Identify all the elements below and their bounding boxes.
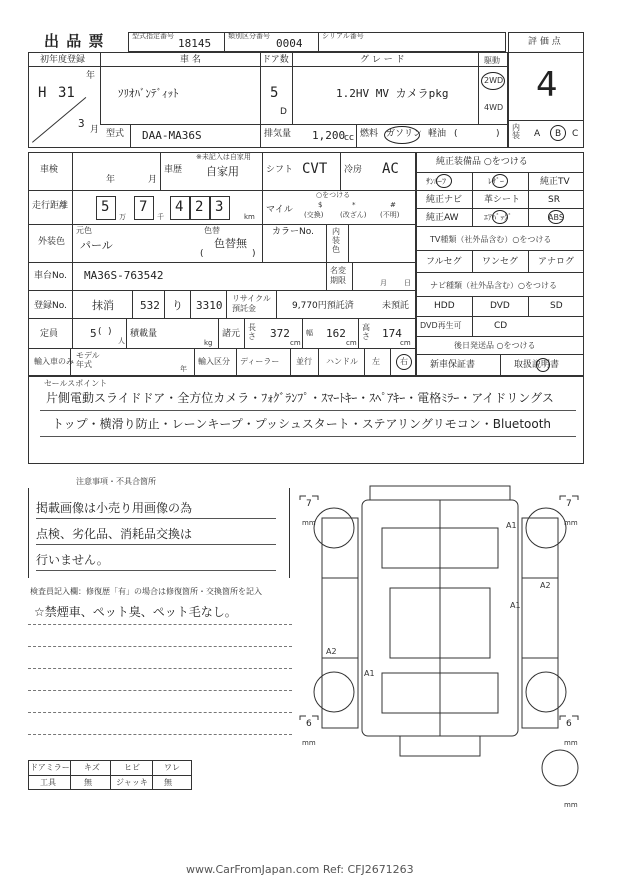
model-year-label: モデル年式 bbox=[76, 351, 100, 369]
mileage-unit-sen: 千 bbox=[157, 213, 164, 221]
length-label: 長さ bbox=[248, 323, 256, 341]
reg-year-unit: 年 bbox=[86, 71, 96, 81]
legend-scratch: キズ bbox=[84, 763, 100, 772]
tire-rr-label: 6 bbox=[566, 719, 572, 729]
tv-fullseg: フルセグ bbox=[426, 257, 462, 267]
grade-label: グ レ ー ド bbox=[360, 55, 405, 65]
damage-mark-2: A2 bbox=[540, 581, 551, 590]
capacity-value: 5 bbox=[90, 327, 97, 340]
fuel-value: ガソリン bbox=[386, 129, 423, 139]
orig-color-label: 元色 bbox=[76, 226, 92, 235]
legend-jack-value: 無 bbox=[164, 778, 172, 787]
drive-2wd: 2WD bbox=[484, 76, 504, 85]
cd-label: CD bbox=[494, 321, 508, 331]
displacement-unit: cc bbox=[344, 133, 354, 143]
door-label: ドア数 bbox=[262, 55, 289, 65]
displacement-label: 排気量 bbox=[264, 129, 292, 139]
handle-label: ハンドル bbox=[326, 357, 358, 366]
nav-hdd: HDD bbox=[434, 301, 455, 311]
tire-fl-unit: mm bbox=[302, 519, 316, 527]
recycle-value: 9,770円預託済 bbox=[292, 301, 354, 311]
name-change-day: 日 bbox=[404, 279, 411, 287]
reg-month-unit: 月 bbox=[90, 125, 100, 135]
damage-mark-3: A1 bbox=[510, 601, 521, 610]
grade-value: 1.2HV MV カメラpkg bbox=[336, 87, 449, 100]
mileage-digit1: 5 bbox=[101, 199, 110, 215]
drive-4wd: 4WD bbox=[484, 103, 504, 112]
damage-mark-4: A2 bbox=[326, 647, 337, 656]
reg-no-label: 登録No. bbox=[34, 301, 67, 311]
ac-label: 冷房 bbox=[344, 165, 363, 175]
model-type-label: 型式 bbox=[106, 129, 125, 139]
usage-label: 車歴 bbox=[164, 165, 183, 175]
car-name-label: 車 名 bbox=[180, 55, 201, 65]
not-deposit-label: 未預託 bbox=[382, 301, 410, 311]
equip-leather-seat: 革シート bbox=[484, 195, 521, 205]
interior-label: 内装 bbox=[512, 123, 520, 140]
color-no-label: カラーNo. bbox=[272, 227, 314, 237]
unknown-symbol: # bbox=[390, 201, 396, 209]
import-label: 輸入車のみ bbox=[34, 357, 74, 366]
equip-sr: SR bbox=[548, 195, 560, 205]
exterior-color-label: 外装色 bbox=[38, 237, 66, 247]
legend-break: ワレ bbox=[164, 763, 180, 772]
chassis-value: MA36S-763542 bbox=[84, 269, 164, 282]
sales-points-label: セールスポイント bbox=[44, 379, 108, 388]
mileage-label: 走行距離 bbox=[32, 201, 69, 211]
first-reg-label: 初年度登録 bbox=[40, 55, 86, 65]
class-label: 類別区分番号 bbox=[228, 32, 270, 40]
height-label: 高さ bbox=[362, 323, 370, 341]
width-label: 幅 bbox=[306, 329, 313, 337]
mileage-unit: km bbox=[244, 213, 255, 221]
model-year-unit: 年 bbox=[180, 365, 187, 373]
door-suffix: D bbox=[280, 107, 287, 117]
capacity-label: 定員 bbox=[40, 329, 59, 339]
notes-line-3: 行いません。 bbox=[36, 553, 109, 567]
model-cert-value: 18145 bbox=[178, 37, 212, 50]
ac-value: AC bbox=[382, 161, 399, 177]
unknown-label: (不明) bbox=[380, 211, 400, 219]
inspector-label: 検査員記入欄：修復歴「有」の場合は修復箇所・交換箇所を記入 bbox=[30, 587, 262, 596]
tire-rr-unit: mm bbox=[564, 739, 578, 747]
load-unit: kg bbox=[204, 339, 213, 347]
width-unit: cm bbox=[346, 339, 357, 347]
inspection-month: 月 bbox=[148, 175, 158, 185]
notes-line-1: 掲載画像は小売り用画像の為 bbox=[36, 501, 193, 515]
reg-status: 抹消 bbox=[92, 299, 114, 312]
height-value: 174 bbox=[382, 327, 402, 340]
parallel-label: 並行 bbox=[296, 357, 312, 366]
dimensions-label: 諸元 bbox=[222, 329, 241, 339]
nav-type-label: ナビ種類（社外品含む）○をつける bbox=[430, 281, 557, 290]
model-cert-label: 型式指定番号 bbox=[132, 32, 174, 40]
reg-era: H bbox=[38, 85, 47, 101]
shift-label: シフト bbox=[266, 165, 294, 175]
exchange-label: (交換) bbox=[304, 211, 324, 219]
door-value: 5 bbox=[270, 85, 279, 101]
load-label: 積載量 bbox=[130, 329, 158, 339]
sales-line-2: トップ・横滑り防止・レーンキープ・プッシュスタート・ステアリングリモコン・Bluetooth bbox=[52, 417, 552, 431]
sales-line-1: 片側電動スライドドア・全方位カメラ・ﾌｫｸﾞﾗﾝﾌﾟ・ｽﾏｰﾄｷｰ・ｽﾍﾟｱｷｰ・電格ﾐﾗｰ・アイドリングス bbox=[46, 391, 554, 405]
mile-label: マイル bbox=[266, 205, 293, 215]
legend-crack: ヒビ bbox=[124, 763, 140, 772]
exchange-symbol: $ bbox=[318, 201, 323, 209]
car-damage-diagram bbox=[290, 478, 590, 808]
mileage-digit5: 3 bbox=[215, 199, 224, 215]
inspector-line-1: ☆禁煙車、ペット臭、ペット毛なし。 bbox=[34, 605, 237, 619]
car-name-value: ｿﾘｵﾊﾞﾝﾃﾞｨｯﾄ bbox=[118, 87, 179, 100]
reg-num3: 3310 bbox=[196, 299, 223, 312]
import-type-label: 輸入区分 bbox=[198, 357, 230, 366]
width-value: 162 bbox=[326, 327, 346, 340]
reg-num1: 532 bbox=[140, 299, 160, 312]
color-change-label: 色替 bbox=[204, 226, 220, 235]
mileage-digit2: 7 bbox=[139, 199, 148, 215]
tv-type-label: TV種類（社外品含む）○をつける bbox=[430, 235, 552, 244]
manual-label: 取扱説明書 bbox=[514, 360, 560, 370]
legend-jack: ジャッキ bbox=[116, 778, 148, 787]
notes-line-2: 点検、劣化品、消耗品交換は bbox=[36, 527, 193, 541]
tamper-label: (改ざん) bbox=[340, 211, 367, 219]
tv-analog: アナログ bbox=[538, 257, 575, 267]
damage-mark-5: A1 bbox=[364, 669, 375, 678]
class-value: 0004 bbox=[276, 37, 303, 50]
shift-value: CVT bbox=[302, 161, 328, 177]
interior-b: B bbox=[555, 129, 562, 139]
mile-note: ○をつける bbox=[316, 191, 351, 199]
length-unit: cm bbox=[290, 339, 301, 347]
interior-a: A bbox=[534, 129, 541, 139]
name-change-label: 名変期限 bbox=[330, 266, 346, 285]
legend-tools-value: 無 bbox=[84, 778, 92, 787]
mileage-unit-man: 万 bbox=[119, 213, 126, 221]
mileage-digit4: 2 bbox=[195, 199, 204, 215]
inspection-year: 年 bbox=[106, 175, 116, 185]
reg-num2: り bbox=[172, 299, 183, 312]
fuel-label: 燃料 bbox=[360, 129, 379, 139]
capacity-unit: 人 bbox=[118, 337, 125, 345]
warranty-label: 新車保証書 bbox=[430, 360, 476, 370]
name-change-month: 月 bbox=[380, 279, 387, 287]
length-value: 372 bbox=[270, 327, 290, 340]
inspection-label: 車検 bbox=[40, 165, 59, 175]
right-handle-label: 右 bbox=[400, 357, 408, 366]
interior-color-label: 内装色 bbox=[332, 227, 340, 254]
height-unit: cm bbox=[400, 339, 411, 347]
equip-genuine-navi: 純正ナビ bbox=[426, 195, 463, 205]
nav-sd: SD bbox=[550, 301, 563, 311]
tamper-symbol: * bbox=[352, 201, 356, 209]
fuel-light-label: 軽油 bbox=[428, 129, 447, 139]
tire-fr-unit: mm bbox=[564, 519, 578, 527]
tire-fl-label: 7 bbox=[306, 499, 312, 509]
legend-tools: 工具 bbox=[40, 778, 56, 787]
tire-rl-label: 6 bbox=[306, 719, 312, 729]
chassis-label: 車台No. bbox=[34, 271, 67, 281]
equip-genuine-tv: 純正TV bbox=[540, 177, 570, 187]
color-change-value: 色替無 bbox=[214, 237, 247, 250]
interior-c: C bbox=[572, 129, 579, 139]
reg-month: 3 bbox=[78, 117, 85, 130]
orig-color-value: パール bbox=[80, 239, 113, 252]
dealer-label: ディーラー bbox=[240, 357, 280, 366]
dvd-play-label: DVD再生可 bbox=[420, 321, 462, 330]
equip-abs: ABS bbox=[548, 213, 564, 222]
displacement-value: 1,200 bbox=[312, 129, 346, 142]
equip-leather: ﾚｻﾞｰ bbox=[488, 177, 504, 186]
model-type-value: DAA-MA36S bbox=[142, 129, 202, 142]
notes-label: 注意事項・不具合箇所 bbox=[76, 477, 156, 486]
reg-year: 31 bbox=[58, 85, 75, 101]
footer-ref: www.CarFromJapan.com Ref: CFJ2671263 bbox=[186, 863, 414, 876]
equip-airbag: ｴｱﾊﾞｯｸﾞ bbox=[484, 213, 512, 222]
recycle-label: リサイクル預託金 bbox=[232, 294, 271, 313]
spare-tire-unit: mm bbox=[564, 801, 578, 809]
later-ship-label: 後日発送品 ○をつける bbox=[454, 341, 536, 350]
usage-value: 自家用 bbox=[206, 165, 239, 178]
genuine-equipment-label: 純正装備品 ○をつける bbox=[436, 157, 528, 167]
equip-sunroof: ｻﾝﾙｰﾌ bbox=[426, 177, 446, 186]
equip-genuine-aw: 純正AW bbox=[426, 213, 459, 223]
drive-label: 駆動 bbox=[484, 56, 500, 65]
grade-score-label: 評 価 点 bbox=[528, 37, 561, 47]
sheet-title: 出 品 票 bbox=[44, 32, 105, 50]
serial-label: シリアル番号 bbox=[322, 32, 364, 40]
mileage-digit3: 4 bbox=[175, 199, 184, 215]
damage-mark-1: A1 bbox=[506, 521, 517, 530]
grade-score-value: 4 bbox=[536, 65, 558, 105]
tire-rl-unit: mm bbox=[302, 739, 316, 747]
usage-note: ※未記入は自家用 bbox=[196, 153, 251, 161]
legend-door-mirror: ドアミラー bbox=[30, 763, 70, 772]
tire-fr-label: 7 bbox=[566, 499, 572, 509]
tv-oneseg: ワンセグ bbox=[482, 257, 519, 267]
nav-dvd: DVD bbox=[490, 301, 510, 311]
left-handle-label: 左 bbox=[372, 357, 380, 366]
